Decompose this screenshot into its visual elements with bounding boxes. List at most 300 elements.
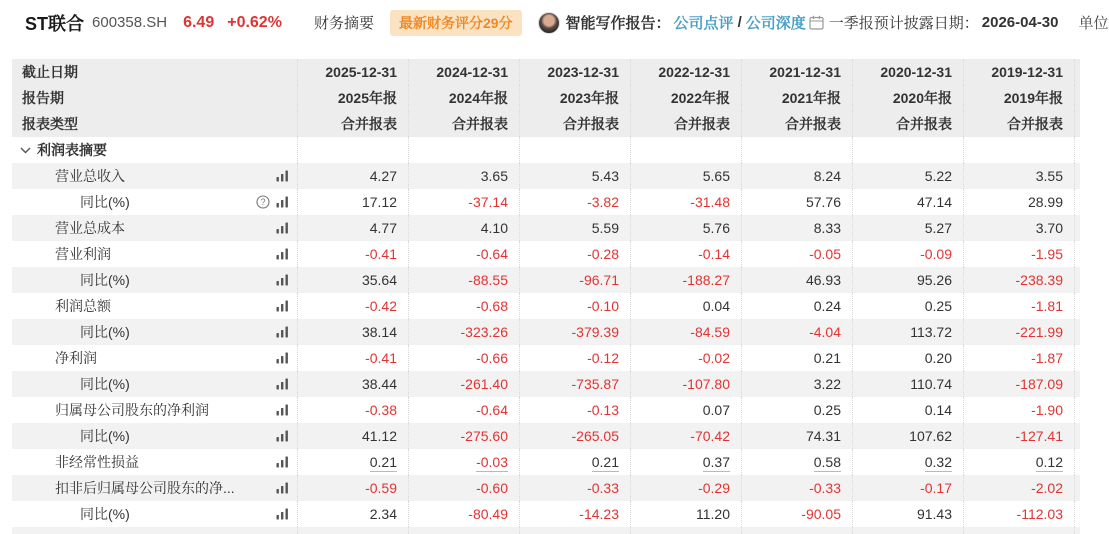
value-cell — [408, 527, 519, 534]
cell-value: -238.39 — [1015, 272, 1063, 288]
cell-value: 2021-12-31 — [769, 64, 841, 80]
value-cell — [963, 163, 1074, 189]
cell-value: -1.87 — [1031, 350, 1063, 366]
bar-chart-icon[interactable] — [276, 508, 289, 520]
value-cell — [630, 397, 741, 423]
cell-value[interactable]: 0.58 — [813, 454, 841, 470]
calendar-icon — [809, 15, 824, 30]
cell-value: 0.21 — [813, 350, 841, 366]
cell-value: -1.95 — [1031, 246, 1063, 262]
value-cell — [741, 449, 852, 475]
value-cell — [630, 475, 741, 501]
column-stub — [1074, 397, 1080, 423]
cell-value: -14.23 — [579, 506, 619, 522]
row-icons — [276, 404, 289, 416]
cell-value: 2.34 — [369, 506, 397, 522]
row-icons — [276, 508, 289, 520]
table-row — [12, 423, 1080, 449]
cell-value[interactable]: -0.03 — [476, 454, 508, 470]
cell-value: -1.81 — [1031, 298, 1063, 314]
value-cell — [630, 319, 741, 345]
cell-value: -0.02 — [698, 350, 730, 366]
value-cell — [297, 475, 408, 501]
value-cell — [741, 397, 852, 423]
column-stub — [1074, 137, 1080, 163]
value-cell — [297, 267, 408, 293]
bar-chart-icon[interactable] — [276, 404, 289, 416]
value-cell — [408, 319, 519, 345]
value-cell — [519, 423, 630, 449]
row-icons — [276, 352, 289, 364]
value-cell — [852, 163, 963, 189]
cell-value: -112.03 — [1016, 506, 1063, 522]
value-cell — [852, 397, 963, 423]
value-cell — [297, 85, 408, 111]
value-cell — [963, 501, 1074, 527]
cell-value: -0.13 — [587, 402, 619, 418]
bar-chart-icon[interactable] — [276, 300, 289, 312]
value-cell — [297, 111, 408, 137]
value-cell — [741, 345, 852, 371]
cell-value: -735.87 — [571, 376, 619, 392]
cell-value: 3.55 — [1035, 168, 1063, 184]
value-cell — [630, 423, 741, 449]
cell-value: 46.93 — [805, 272, 841, 288]
cell-value: 91.43 — [916, 506, 952, 522]
cell-value: -2.02 — [1031, 480, 1063, 496]
financial-score-badge[interactable]: 最新财务评分29分 — [390, 10, 522, 36]
value-cell — [408, 163, 519, 189]
cell-value: 11.20 — [696, 506, 730, 522]
cell-value: 35.64 — [361, 272, 397, 288]
link-company-depth[interactable]: 公司深度 — [745, 15, 806, 32]
column-stub — [1074, 345, 1080, 371]
table-row — [12, 267, 1080, 293]
value-cell — [408, 371, 519, 397]
cell-value: 38.44 — [361, 376, 397, 392]
cell-value: -187.09 — [1015, 376, 1063, 392]
value-cell — [519, 59, 630, 85]
value-cell — [408, 85, 519, 111]
cell-value: -107.80 — [682, 376, 730, 392]
row-label — [12, 371, 297, 397]
value-cell — [297, 527, 408, 534]
cell-value: -0.64 — [476, 246, 508, 262]
cell-value: -3.82 — [587, 194, 619, 210]
cell-value: 5.65 — [702, 168, 730, 184]
value-cell — [297, 59, 408, 85]
bar-chart-icon[interactable] — [276, 482, 289, 494]
cell-value: 5.43 — [591, 168, 619, 184]
row-label-text: 同比(%) — [80, 194, 130, 210]
cell-value: 合并报表 — [896, 116, 952, 132]
value-cell — [741, 319, 852, 345]
column-stub — [1074, 501, 1080, 527]
row-icons — [276, 222, 289, 234]
value-cell — [963, 189, 1074, 215]
column-stub — [1074, 527, 1080, 534]
bar-chart-icon[interactable] — [276, 456, 289, 468]
row-label — [12, 319, 297, 345]
value-cell — [297, 319, 408, 345]
table-meta-row — [12, 85, 1080, 111]
row-icons — [276, 482, 289, 494]
cell-value: -0.10 — [587, 298, 619, 314]
help-icon[interactable] — [256, 195, 270, 209]
value-cell — [408, 293, 519, 319]
table-row — [12, 189, 1080, 215]
bar-chart-icon[interactable] — [276, 170, 289, 182]
row-label — [12, 293, 297, 319]
cell-value: -0.09 — [920, 246, 952, 262]
row-icons — [256, 195, 289, 209]
value-cell — [630, 293, 741, 319]
column-stub — [1074, 293, 1080, 319]
cell-value: 5.27 — [924, 220, 952, 236]
cell-value: 2023年报 — [559, 90, 619, 106]
row-label — [12, 215, 297, 241]
cell-value: 合并报表 — [785, 116, 841, 132]
bar-chart-icon[interactable] — [276, 326, 289, 338]
cell-value: 2020-12-31 — [880, 64, 952, 80]
cell-value: -275.60 — [460, 428, 508, 444]
row-icons — [276, 300, 289, 312]
value-cell — [630, 267, 741, 293]
cell-value: -0.68 — [476, 298, 508, 314]
cell-value: -127.41 — [1015, 428, 1063, 444]
cell-value: 0.25 — [924, 298, 952, 314]
value-cell — [852, 371, 963, 397]
value-cell — [408, 111, 519, 137]
value-cell — [408, 215, 519, 241]
cell-value: 28.99 — [1027, 194, 1063, 210]
table-meta-row — [12, 59, 1080, 85]
row-label-text: 同比(%) — [80, 376, 130, 392]
value-cell — [630, 137, 741, 163]
table-row — [12, 163, 1080, 189]
value-cell — [630, 163, 741, 189]
value-cell — [519, 293, 630, 319]
bar-chart-icon[interactable] — [276, 378, 289, 390]
bar-chart-icon[interactable] — [276, 274, 289, 286]
table-meta-row — [12, 111, 1080, 137]
row-label-text: 同比(%) — [80, 272, 130, 288]
nav-financial-summary[interactable]: 财务摘要 — [313, 15, 374, 32]
value-cell — [408, 501, 519, 527]
column-stub — [1074, 215, 1080, 241]
link-company-comment[interactable]: 公司点评 — [673, 15, 734, 32]
cell-value[interactable]: 0.21 — [369, 454, 397, 470]
cell-value: -0.66 — [476, 350, 508, 366]
cell-value: -0.33 — [809, 480, 841, 496]
value-cell — [408, 423, 519, 449]
cell-value[interactable]: 0.21 — [591, 454, 619, 470]
value-cell — [741, 423, 852, 449]
value-cell — [630, 241, 741, 267]
value-cell — [852, 293, 963, 319]
cell-value: 0.07 — [702, 402, 730, 418]
value-cell — [852, 501, 963, 527]
value-cell — [297, 163, 408, 189]
value-cell — [741, 111, 852, 137]
cell-value: -0.05 — [809, 246, 841, 262]
value-cell — [630, 527, 741, 534]
row-label-text: 同比(%) — [80, 506, 130, 522]
value-cell — [519, 449, 630, 475]
cell-value: -37.14 — [468, 194, 508, 210]
value-cell — [963, 397, 1074, 423]
value-cell — [963, 423, 1074, 449]
cell-value[interactable]: 0.12 — [1035, 454, 1063, 470]
meta-row-label: 截止日期 — [22, 64, 78, 80]
value-cell — [852, 475, 963, 501]
svg-text:?: ? — [260, 197, 266, 207]
value-cell — [519, 501, 630, 527]
value-cell — [963, 345, 1074, 371]
value-cell — [297, 423, 408, 449]
value-cell — [297, 449, 408, 475]
value-cell — [741, 267, 852, 293]
column-stub — [1074, 371, 1080, 397]
column-stub — [1074, 449, 1080, 475]
value-cell — [297, 215, 408, 241]
bar-chart-icon[interactable] — [276, 196, 289, 208]
value-cell — [630, 85, 741, 111]
value-cell — [297, 397, 408, 423]
value-cell — [519, 163, 630, 189]
value-cell — [630, 345, 741, 371]
row-label-text: 营业利润 — [55, 246, 111, 262]
cell-value: 4.10 — [480, 220, 508, 236]
row-label — [12, 397, 297, 423]
value-cell — [519, 241, 630, 267]
table-row — [12, 241, 1080, 267]
value-cell — [408, 59, 519, 85]
cell-value: -0.60 — [476, 480, 508, 496]
cell-value: -0.33 — [587, 480, 619, 496]
cell-value: 4.77 — [369, 220, 397, 236]
value-cell — [630, 59, 741, 85]
row-label-text: 营业总收入 — [55, 168, 125, 184]
value-cell — [519, 111, 630, 137]
value-cell — [408, 397, 519, 423]
column-stub — [1074, 163, 1080, 189]
cell-value: -0.12 — [587, 350, 619, 366]
value-cell — [297, 241, 408, 267]
value-cell — [297, 501, 408, 527]
value-cell — [852, 215, 963, 241]
cell-value: 47.14 — [916, 194, 952, 210]
cell-value: 3.65 — [480, 168, 508, 184]
cell-value: 合并报表 — [1007, 116, 1063, 132]
cell-value: 5.59 — [591, 220, 619, 236]
value-cell — [741, 189, 852, 215]
disclosure-date: 2026-04-30 — [981, 14, 1059, 31]
value-cell — [741, 241, 852, 267]
value-cell — [519, 319, 630, 345]
row-label-text: 同比(%) — [80, 324, 130, 340]
cell-value: -90.05 — [801, 506, 841, 522]
row-label-text: 同比(%) — [80, 428, 130, 444]
column-stub — [1074, 319, 1080, 345]
value-cell — [408, 241, 519, 267]
row-label — [12, 527, 297, 534]
column-stub — [1074, 59, 1080, 85]
cell-value: -31.48 — [690, 194, 730, 210]
value-cell — [297, 189, 408, 215]
cell-value: -84.59 — [690, 324, 730, 340]
cell-value: 4.27 — [369, 168, 397, 184]
cell-value: 0.04 — [702, 298, 730, 314]
row-icons — [276, 430, 289, 442]
row-label-text: 营业总成本 — [55, 220, 125, 236]
cell-value: -379.39 — [571, 324, 619, 340]
column-stub — [1074, 423, 1080, 449]
value-cell — [963, 267, 1074, 293]
cell-value: 2025年报 — [337, 90, 397, 106]
row-label — [12, 475, 297, 501]
value-cell — [963, 449, 1074, 475]
row-icons — [276, 170, 289, 182]
cell-value: -0.14 — [698, 246, 730, 262]
value-cell — [852, 449, 963, 475]
row-icons — [276, 248, 289, 260]
cell-value: 8.33 — [813, 220, 841, 236]
cell-value: 5.76 — [702, 220, 730, 236]
value-cell — [630, 501, 741, 527]
column-stub — [1074, 475, 1080, 501]
value-cell — [852, 267, 963, 293]
financial-table — [12, 59, 1080, 534]
section-row[interactable] — [12, 137, 1080, 163]
value-cell — [297, 345, 408, 371]
value-cell — [852, 189, 963, 215]
row-label-text: 利润总额 — [55, 298, 111, 314]
cell-value: 8.24 — [813, 168, 841, 184]
table-row — [12, 449, 1080, 475]
cell-value: 0.25 — [813, 402, 841, 418]
row-label-text: 扣非后归属母公司股东的净... — [55, 480, 235, 496]
value-cell — [852, 85, 963, 111]
section-label — [12, 137, 297, 163]
chevron-down-icon[interactable] — [20, 147, 31, 154]
value-cell — [852, 59, 963, 85]
unit-label: 单位 — [1078, 15, 1109, 32]
row-label — [12, 189, 297, 215]
cell-value: 合并报表 — [341, 116, 397, 132]
value-cell — [519, 267, 630, 293]
ai-report-label: 智能写作报告： — [565, 15, 671, 32]
row-label — [12, 267, 297, 293]
value-cell — [741, 501, 852, 527]
link-separator: / — [737, 14, 742, 31]
cell-value: -0.17 — [920, 480, 952, 496]
value-cell — [852, 527, 963, 534]
row-label — [12, 423, 297, 449]
row-label — [12, 449, 297, 475]
cell-value: 2024-12-31 — [436, 64, 508, 80]
table-row — [12, 371, 1080, 397]
cell-value: 合并报表 — [452, 116, 508, 132]
value-cell — [963, 111, 1074, 137]
cell-value: -0.38 — [365, 402, 397, 418]
cell-value[interactable]: 0.37 — [702, 454, 730, 470]
cell-value: 合并报表 — [563, 116, 619, 132]
cell-value: 2024年报 — [448, 90, 508, 106]
cell-value: 17.12 — [361, 194, 397, 210]
row-icons — [276, 326, 289, 338]
cell-value: -323.26 — [460, 324, 508, 340]
bar-chart-icon[interactable] — [276, 222, 289, 234]
cell-value: 合并报表 — [674, 116, 730, 132]
value-cell — [408, 267, 519, 293]
cell-value: 41.12 — [361, 428, 397, 444]
value-cell — [630, 371, 741, 397]
cell-value: 2019年报 — [1003, 90, 1063, 106]
value-cell — [963, 371, 1074, 397]
column-stub — [1074, 267, 1080, 293]
cell-value: -265.05 — [571, 428, 619, 444]
stock-code: 600358.SH — [92, 14, 168, 31]
stock-price: 6.49 — [183, 13, 215, 31]
value-cell — [408, 475, 519, 501]
value-cell — [963, 293, 1074, 319]
value-cell — [519, 475, 630, 501]
cell-value: -80.49 — [468, 506, 508, 522]
value-cell — [741, 137, 852, 163]
value-cell — [408, 449, 519, 475]
cell-value: -261.40 — [460, 376, 508, 392]
cell-value[interactable]: 0.32 — [924, 454, 952, 470]
cell-value: 107.62 — [909, 428, 952, 444]
meta-row-label: 报表类型 — [22, 116, 78, 132]
value-cell — [408, 345, 519, 371]
stock-change-percent: +0.62% — [227, 13, 282, 31]
value-cell — [519, 215, 630, 241]
cell-value: -0.29 — [698, 480, 730, 496]
table-row — [12, 345, 1080, 371]
bar-chart-icon[interactable] — [276, 248, 289, 260]
table-row — [12, 319, 1080, 345]
cell-value: 5.22 — [924, 168, 952, 184]
cell-value: 38.14 — [361, 324, 397, 340]
value-cell — [630, 111, 741, 137]
cell-value: 110.74 — [910, 376, 952, 392]
value-cell — [852, 137, 963, 163]
cell-value: -70.42 — [690, 428, 730, 444]
cell-value: -88.55 — [468, 272, 508, 288]
value-cell — [963, 241, 1074, 267]
value-cell — [741, 371, 852, 397]
value-cell — [963, 137, 1074, 163]
cell-value: 3.70 — [1035, 220, 1063, 236]
cell-value: 95.26 — [916, 272, 952, 288]
value-cell — [630, 215, 741, 241]
value-cell — [741, 59, 852, 85]
value-cell — [630, 449, 741, 475]
value-cell — [741, 293, 852, 319]
row-label-text: 净利润 — [55, 350, 97, 366]
value-cell — [741, 527, 852, 534]
value-cell — [741, 85, 852, 111]
value-cell — [963, 59, 1074, 85]
value-cell — [963, 85, 1074, 111]
cell-value: 57.76 — [805, 194, 841, 210]
value-cell — [741, 475, 852, 501]
bar-chart-icon[interactable] — [276, 352, 289, 364]
bar-chart-icon[interactable] — [276, 430, 289, 442]
cell-value: -221.99 — [1015, 324, 1063, 340]
